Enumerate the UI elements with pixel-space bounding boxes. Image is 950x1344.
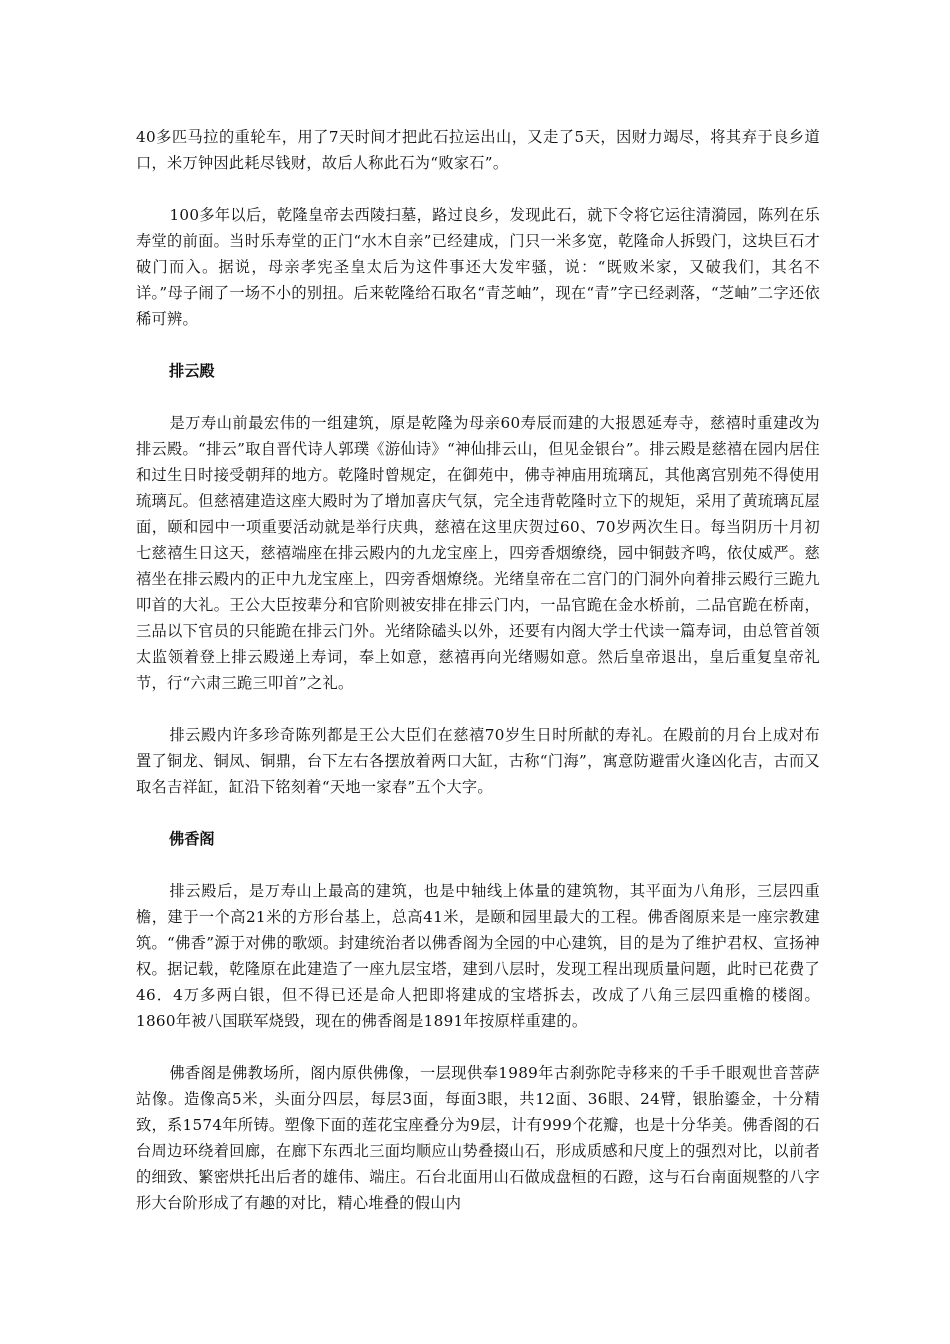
paragraph-foxiang-pavilion-intro: 排云殿后，是万寿山上最高的建筑，也是中轴线上体量的建筑物，其平面为八角形，三层四重檐，建于一个高21米的方形台基上，总高41米，是颐和园里最大的工程。佛香阁原来是一座宗教建筑。“佛香”源于对佛的歌颂。封建统治者以佛香阁为全园的中心建筑，目的是为了维护君权、宣扬神权。据记载，乾隆原在此建造了一座九层宝塔，建到八层时，发现工程出现质量问题，此时已花费了46．4万多两白银，但不得已还是命人把即将建成的宝塔拆去，改成了八角三层四重檐的楼阁。1860年被八国联军烧毁，现在的佛香阁是1891年按原样重建的。: [136, 882, 820, 1030]
paragraph-foxiang-pavilion-buddha: 佛香阁是佛教场所，阁内原供佛像，一层现供奉1989年古刹弥陀寺移来的千手千眼观世音菩萨站像。造像高5米，头面分四层，每层3面，每面3眼，共12面、36眼、24臂，银胎鎏金，十分精致，系1574年所铸。塑像下面的莲花宝座叠分为9层，计有999个花瓣，也是十分华美。佛香阁的石台周边环绕着回廊，在廊下东西北三面均顺应山势叠掇山石，形成质感和尺度上的强烈对比，以前者的细致、繁密烘托出后者的雄伟、端庄。石台北面用山石做成盘桓的石蹬，这与石台南面规整的八字形大台阶形成了有趣的对比，精心堆叠的假山内: [136, 1064, 820, 1212]
document-page: [136, 124, 820, 1242]
paragraph-qing-zhi-xiu: 100多年以后，乾隆皇帝去西陵扫墓，路过良乡，发现此石，就下令将它运往清漪园，陈列在乐寿堂的前面。当时乐寿堂的正门“水木自亲”已经建成，门只一米多宽，乾隆命人拆毁门，这块巨石才破门而入。据说，母亲孝宪圣皇太后为这件事还大发牢骚，说：“既败米家，又破我们，其名不详。”母子闹了一场不小的别扭。后来乾隆给石取名“青芝岫”，现在“青”字已经剥落，“芝岫”二字还依稀可辨。: [136, 206, 820, 328]
paragraph-paiyun-hall-intro: 是万寿山前最宏伟的一组建筑，原是乾隆为母亲60寿辰而建的大报恩延寿寺，慈禧时重建改为排云殿。“排云”取自晋代诗人郭璞《游仙诗》“神仙排云山，但见金银台”。排云殿是慈禧在园内居住和过生日时接受朝拜的地方。乾隆时曾规定，在御苑中，佛寺神庙用琉璃瓦，其他离宫别苑不得使用琉璃瓦。但慈禧建造这座大殿时为了增加喜庆气氛，完全违背乾隆时立下的规矩，采用了黄琉璃瓦屋面，颐和园中一项重要活动就是举行庆典，慈禧在这里庆贺过60、70岁两次生日。每当阴历十月初七慈禧生日这天，慈禧端座在排云殿内的九龙宝座上，四旁香烟缭绕，园中铜鼓齐鸣，依仗威严。慈禧坐在排云殿内的正中九龙宝座上，四旁香烟燎绕。光绪皇帝在二宫门的门洞外向着排云殿行三跪九叩首的大礼。王公大臣按辈分和官阶则被安排在排云门内，一品官跪在金水桥前，二品官跪在桥南，三品以下官员的只能跪在排云门外。光绪除磕头以外，还要有内阁大学士代读一篇寿词，由总管首领太监领着登上排云殿递上寿词，奉上如意，慈禧再向光绪赐如意。然后皇帝退出，皇后重复皇帝礼节，行“六肃三跪三叩首”之礼。: [136, 414, 820, 692]
section-heading-foxiang-pavilion: 佛香阁: [169, 830, 215, 848]
section-heading-paiyun-hall: 排云殿: [169, 362, 215, 380]
paragraph-paiyun-hall-treasures: 排云殿内许多珍奇陈列都是王公大臣们在慈禧70岁生日时所献的寿礼。在殿前的月台上成对布置了铜龙、铜凤、铜鼎，台下左右各摆放着两口大缸，古称“门海”，寓意防避雷火逢凶化吉，古而又取名吉祥缸，缸沿下铭刻着“天地一家春”五个大字。: [136, 726, 820, 796]
paragraph-bai-jia-shi: 40多匹马拉的重轮车，用了7天时间才把此石拉运出山，又走了5天，因财力竭尽，将其弃于良乡道口，米万钟因此耗尽钱财，故后人称此石为“败家石”。: [136, 128, 820, 172]
